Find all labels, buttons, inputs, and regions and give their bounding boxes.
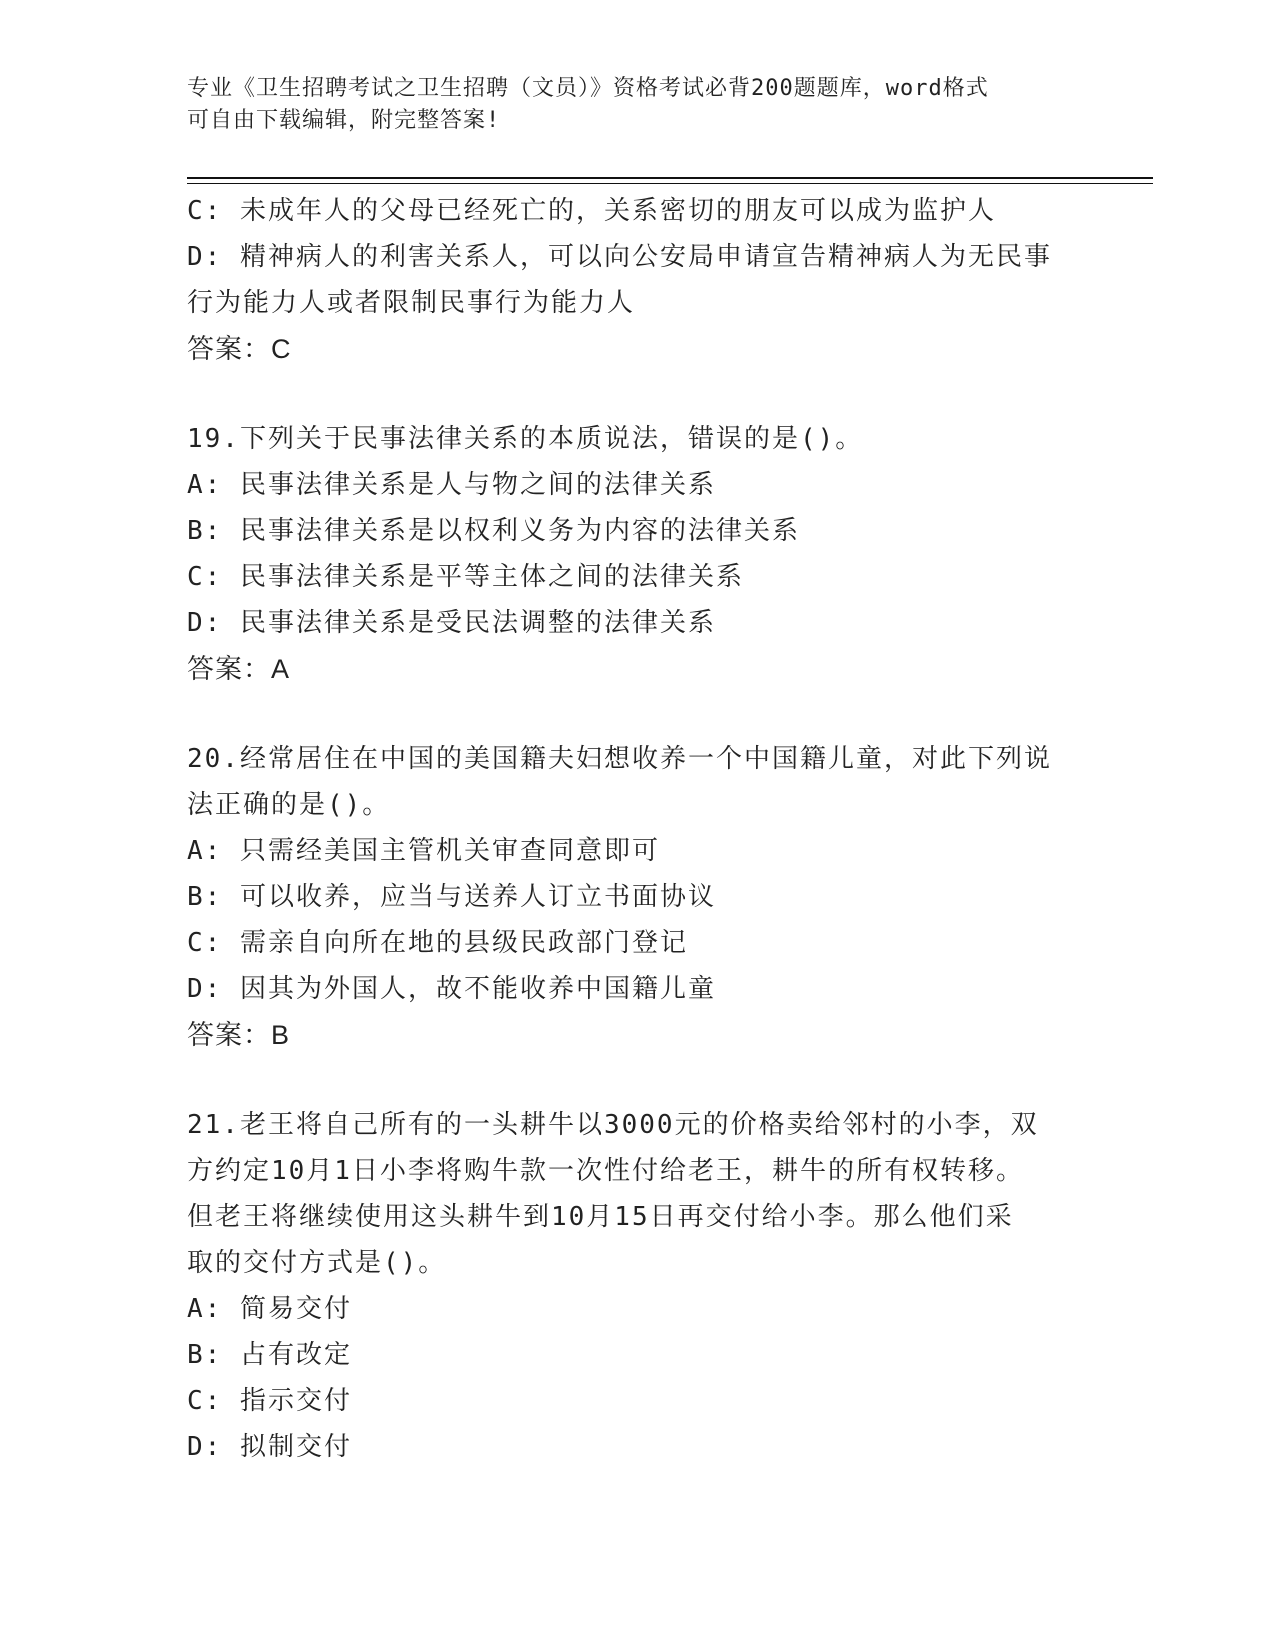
option-b: B: 民事法律关系是以权利义务为内容的法律关系	[187, 516, 800, 546]
option-a: A: 简易交付	[187, 1294, 352, 1324]
option-d-continued: 行为能力人或者限制民事行为能力人	[187, 288, 636, 318]
question-21	[187, 1102, 1107, 1470]
question-20	[187, 736, 1107, 1058]
question-stem-line-2: 方约定10月1日小李将购牛款一次性付给老王，耕牛的所有权转移。	[187, 1156, 1024, 1186]
option-a: A: 只需经美国主管机关审查同意即可	[187, 836, 660, 866]
spacer	[187, 1058, 1107, 1102]
header-line-1: 专业《卫生招聘考试之卫生招聘（文员）》资格考试必背200题题库，word格式	[187, 76, 989, 101]
question-18-continued	[187, 188, 1107, 372]
option-b: B: 占有改定	[187, 1340, 352, 1370]
header-line-2: 可自由下载编辑，附完整答案!	[187, 108, 501, 133]
question-stem-line-1: 20.经常居住在中国的美国籍夫妇想收养一个中国籍儿童，对此下列说	[187, 744, 1052, 774]
option-d: D: 精神病人的利害关系人，可以向公安局申请宣告精神病人为无民事	[187, 242, 1052, 272]
spacer	[187, 692, 1107, 736]
option-a: A: 民事法律关系是人与物之间的法律关系	[187, 470, 716, 500]
answer-label: 答案：B	[187, 1020, 291, 1050]
question-19	[187, 416, 1107, 692]
option-c: C: 未成年人的父母已经死亡的，关系密切的朋友可以成为监护人	[187, 196, 996, 226]
question-stem: 19.下列关于民事法律关系的本质说法，错误的是()。	[187, 424, 864, 454]
document-header	[187, 73, 1087, 137]
answer-label: 答案：A	[187, 654, 291, 684]
option-c: C: 指示交付	[187, 1386, 352, 1416]
option-d: D: 因其为外国人，故不能收养中国籍儿童	[187, 974, 716, 1004]
header-divider-thin	[187, 183, 1153, 184]
answer-label: 答案：C	[187, 334, 292, 364]
option-c: C: 需亲自向所在地的县级民政部门登记	[187, 928, 688, 958]
option-c: C: 民事法律关系是平等主体之间的法律关系	[187, 562, 744, 592]
option-d: D: 民事法律关系是受民法调整的法律关系	[187, 608, 716, 638]
question-stem-line-1: 21.老王将自己所有的一头耕牛以3000元的价格卖给邻村的小李，双	[187, 1110, 1039, 1140]
question-stem-line-4: 取的交付方式是()。	[187, 1248, 447, 1278]
question-list	[187, 188, 1107, 1470]
question-stem-line-2: 法正确的是()。	[187, 790, 391, 820]
option-b: B: 可以收养，应当与送养人订立书面协议	[187, 882, 716, 912]
option-d: D: 拟制交付	[187, 1432, 352, 1462]
question-stem-line-3: 但老王将继续使用这头耕牛到10月15日再交付给小李。那么他们采	[187, 1202, 1014, 1232]
header-divider-thick	[187, 177, 1153, 179]
spacer	[187, 372, 1107, 416]
